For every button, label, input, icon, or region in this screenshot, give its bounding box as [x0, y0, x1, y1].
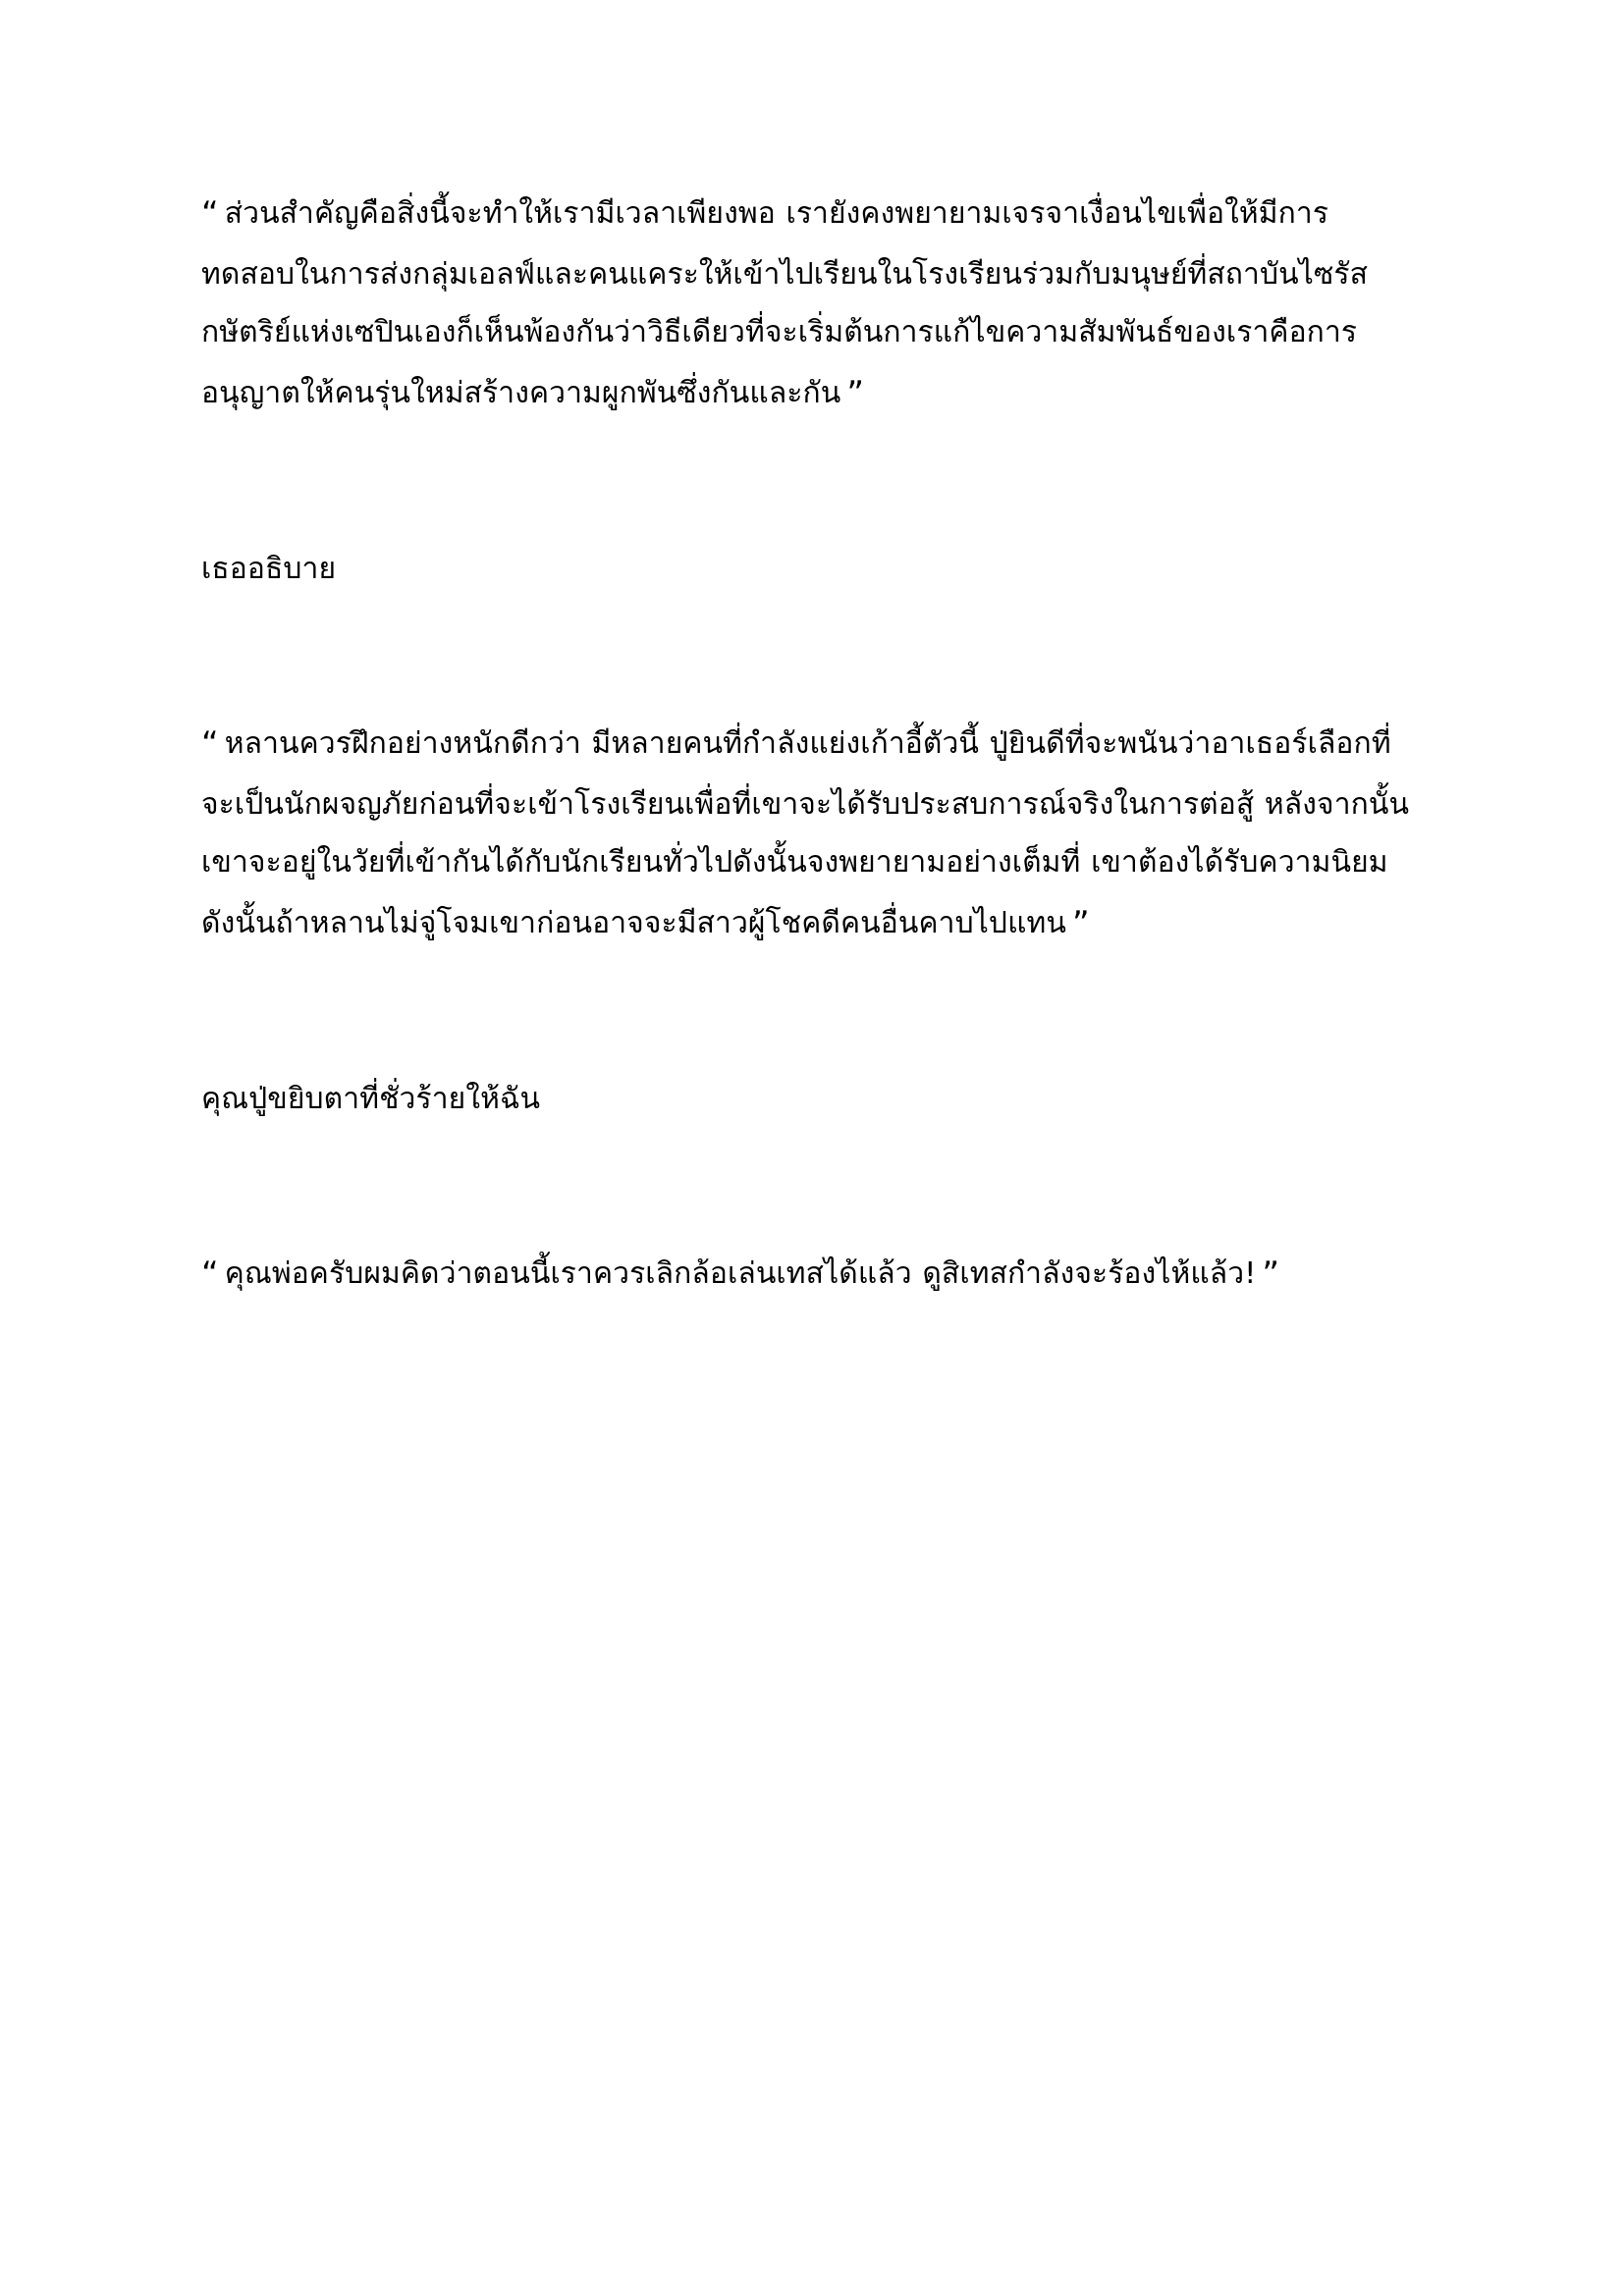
opening-quote-mark-3: “ — [201, 1255, 219, 1295]
closing-quote-mark-1: ” — [846, 374, 865, 414]
quote-paragraph-2 — [201, 712, 1413, 957]
quote-text-3: คุณพ่อครับผมคิดว่าตอนนี้เราควรเลิกล้อเล่นเทสได้แล้ว ดูสิเทสกำลังจะร้องไห้แล้ว! — [224, 1256, 1257, 1292]
quote-text-2: หลานควรฝึกอย่างหนักดีกว่า มีหลายคนที่กำลังแย่งเก้าอี้ตัวนี้ ปู่ยินดีที่จะพนันว่าอาเธอร์เลือกที่จะเป็นนักผจญภัยก่อนที่จะเข้าโรงเรียนเพื่อที่เขาจะได้รับประสบการณ์จริงในการต่อสู้ หลังจากนั้นเขาจะอยู่ในวัยที่เข้ากันได้กับนักเรียนทั่วไปดังนั้นจงพยายามอย่างเต็มที่ เขาต้องได้รับความนิยมดังนั้นถ้าหลานไม่จู่โจมเขาก่อนอาจจะมีสาวผู้โชคดีคนอื่นคาบไปแทน — [201, 726, 1410, 941]
paragraph-spacer-6 — [201, 1014, 1413, 1071]
narration-paragraph-1 — [201, 541, 1413, 599]
narration-text-1: เธออธิบาย — [201, 551, 337, 586]
paragraph-spacer-1 — [201, 427, 1413, 484]
paragraph-spacer-5 — [201, 957, 1413, 1014]
closing-quote-mark-2: ” — [1072, 904, 1090, 944]
paragraph-spacer-2 — [201, 484, 1413, 541]
closing-quote-mark-3: ” — [1262, 1255, 1280, 1295]
quote-text-1: ส่วนสำคัญคือสิ่งนี้จะทำให้เรามีเวลาเพียงพอ เรายังคงพยายามเจรจาเงื่อนไขเพื่อให้มีการทดสอบในการส่งกลุ่มเอลฟ์และคนแคระให้เข้าไปเรียนในโรงเรียนร่วมกับมนุษย์ที่สถาบันไซรัส กษัตริย์แห่งเซปินเองก็เห็นพ้องกันว่าวิธีเดียวที่จะเริ่มต้นการแก้ไขความสัมพันธ์ของเราคือการอนุญาตให้คนรุ่นใหม่สร้างความผูกพันซึ่งกันและกัน — [201, 196, 1369, 411]
opening-quote-mark-2: “ — [201, 724, 219, 765]
paragraph-spacer-3 — [201, 598, 1413, 655]
quote-paragraph-3 — [201, 1242, 1413, 1307]
paragraph-spacer-7 — [201, 1128, 1413, 1185]
document-body — [201, 182, 1413, 1307]
opening-quote-mark-1: “ — [201, 194, 219, 234]
paragraph-spacer-8 — [201, 1185, 1413, 1242]
narration-text-2: คุณปู่ขยิบตาที่ชั่วร้ายให้ฉัน — [201, 1081, 541, 1116]
quote-paragraph-1 — [201, 182, 1413, 427]
narration-paragraph-2 — [201, 1071, 1413, 1129]
paragraph-spacer-4 — [201, 655, 1413, 712]
